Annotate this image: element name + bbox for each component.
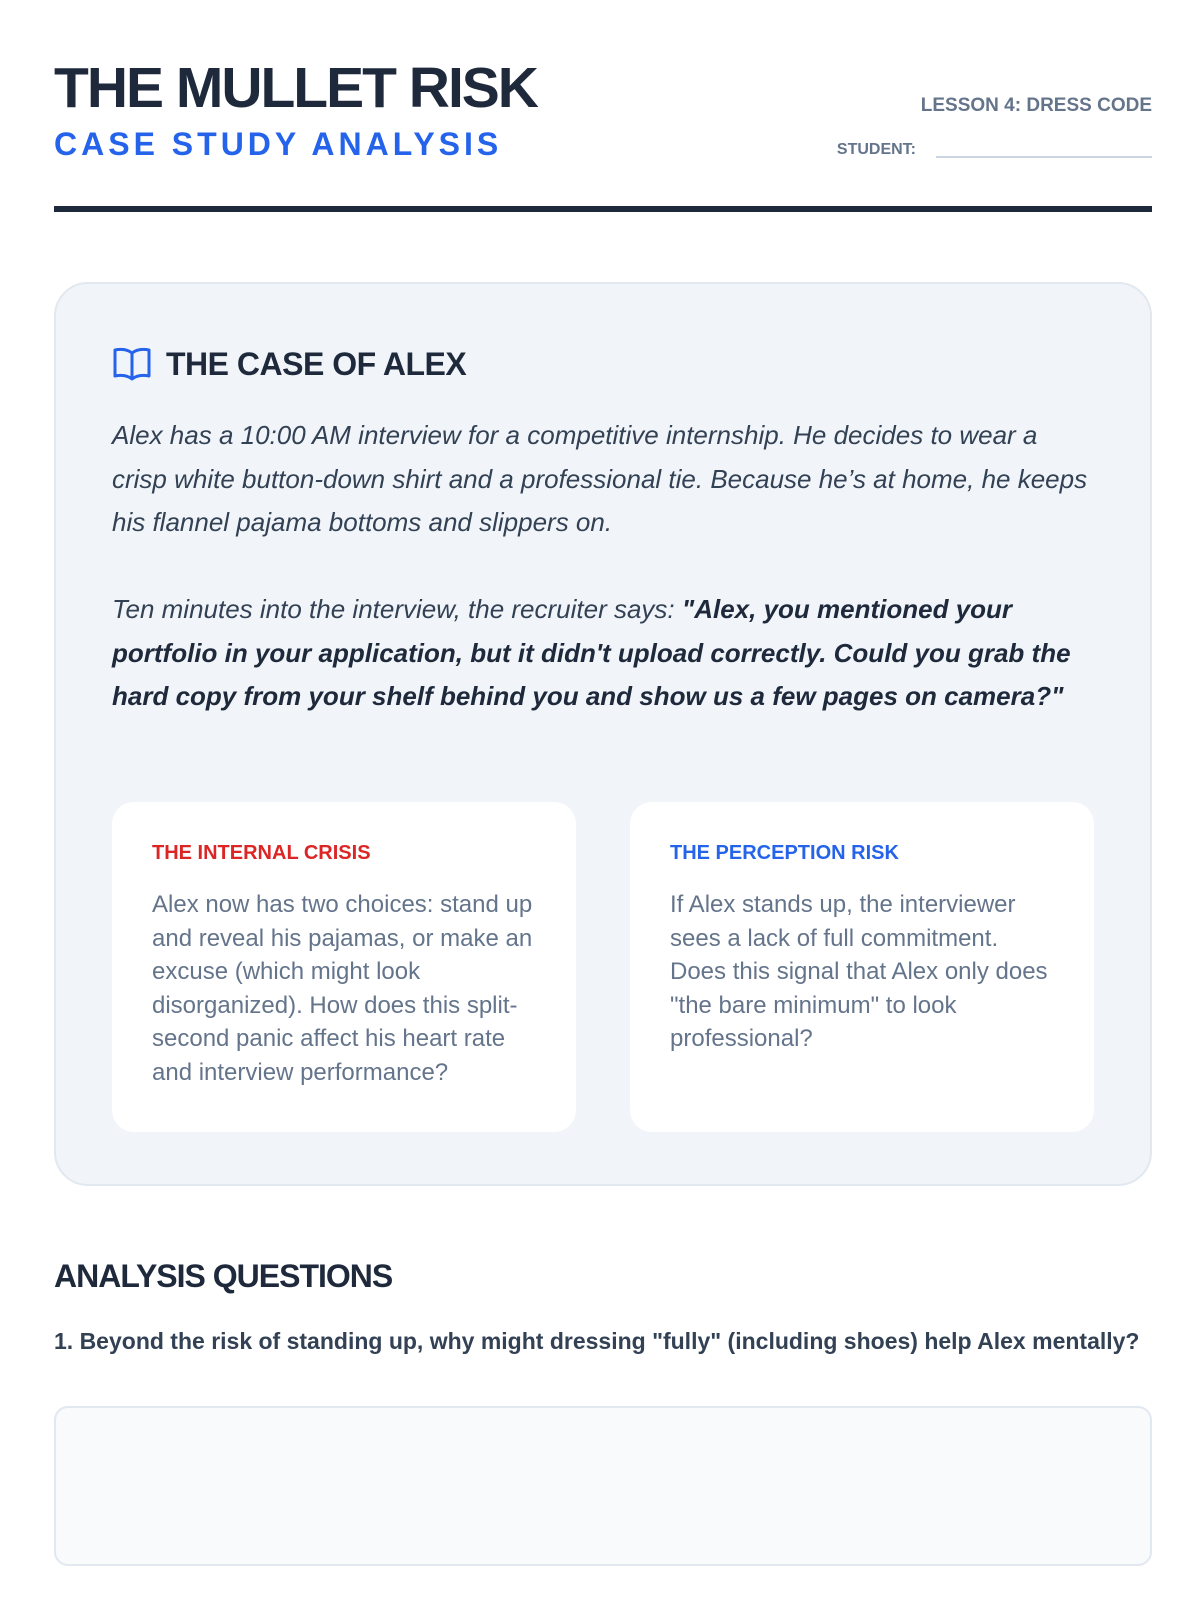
worksheet-header [54,56,1152,212]
recruiter-quote: "Alex, you mentioned your portfolio in your application, but it didn't upload correctly. Could you grab the hard copy from your shelf behind you and show us a few pages on camera?" [112,594,1071,711]
internal-crisis-text: Alex now has two choices: stand up and reveal his pajamas, or make an excuse (which might look disorganized). How does this split-second panic affect his heart rate and interview performance? [152,891,533,1086]
student-name-line[interactable] [936,156,1152,158]
case-paragraph-1: Alex has a 10:00 AM interview for a competitive internship. He decides to wear a crisp white button-down shirt and a professional tie. Because he’s at home, he keeps his flannel pajama bottoms and slippers on. [112,420,1088,537]
analysis-questions-heading: ANALYSIS QUESTIONS [54,1258,393,1294]
case-title: THE CASE OF ALEX [166,346,467,382]
case-paragraph-2 [112,588,1098,719]
perception-risk-title: THE PERCEPTION RISK [670,842,899,864]
internal-crisis-card [112,802,576,1132]
recruiter-intro: Ten minutes into the interview, the recruiter says: [112,594,682,624]
page-title: THE MULLET RISK [54,56,537,120]
lesson-label: LESSON 4: DRESS CODE [920,95,1152,116]
perception-risk-text: If Alex stands up, the interviewer sees a lack of full commitment. Does this signal that Alex only does "the bare minimum" to look professional? [670,891,1048,1052]
case-narrative [112,414,1098,719]
perception-risk-card [630,802,1094,1132]
case-study-card [54,282,1152,1186]
open-book-icon [112,346,152,382]
question-1: 1. Beyond the risk of standing up, why might dressing "fully" (including shoes) help Alex mentally? [54,1328,1140,1354]
question-1-answer-box[interactable] [54,1406,1152,1566]
internal-crisis-title: THE INTERNAL CRISIS [152,842,371,864]
student-label: STUDENT: [836,141,916,158]
page-subtitle: CASE STUDY ANALYSIS [54,126,503,162]
